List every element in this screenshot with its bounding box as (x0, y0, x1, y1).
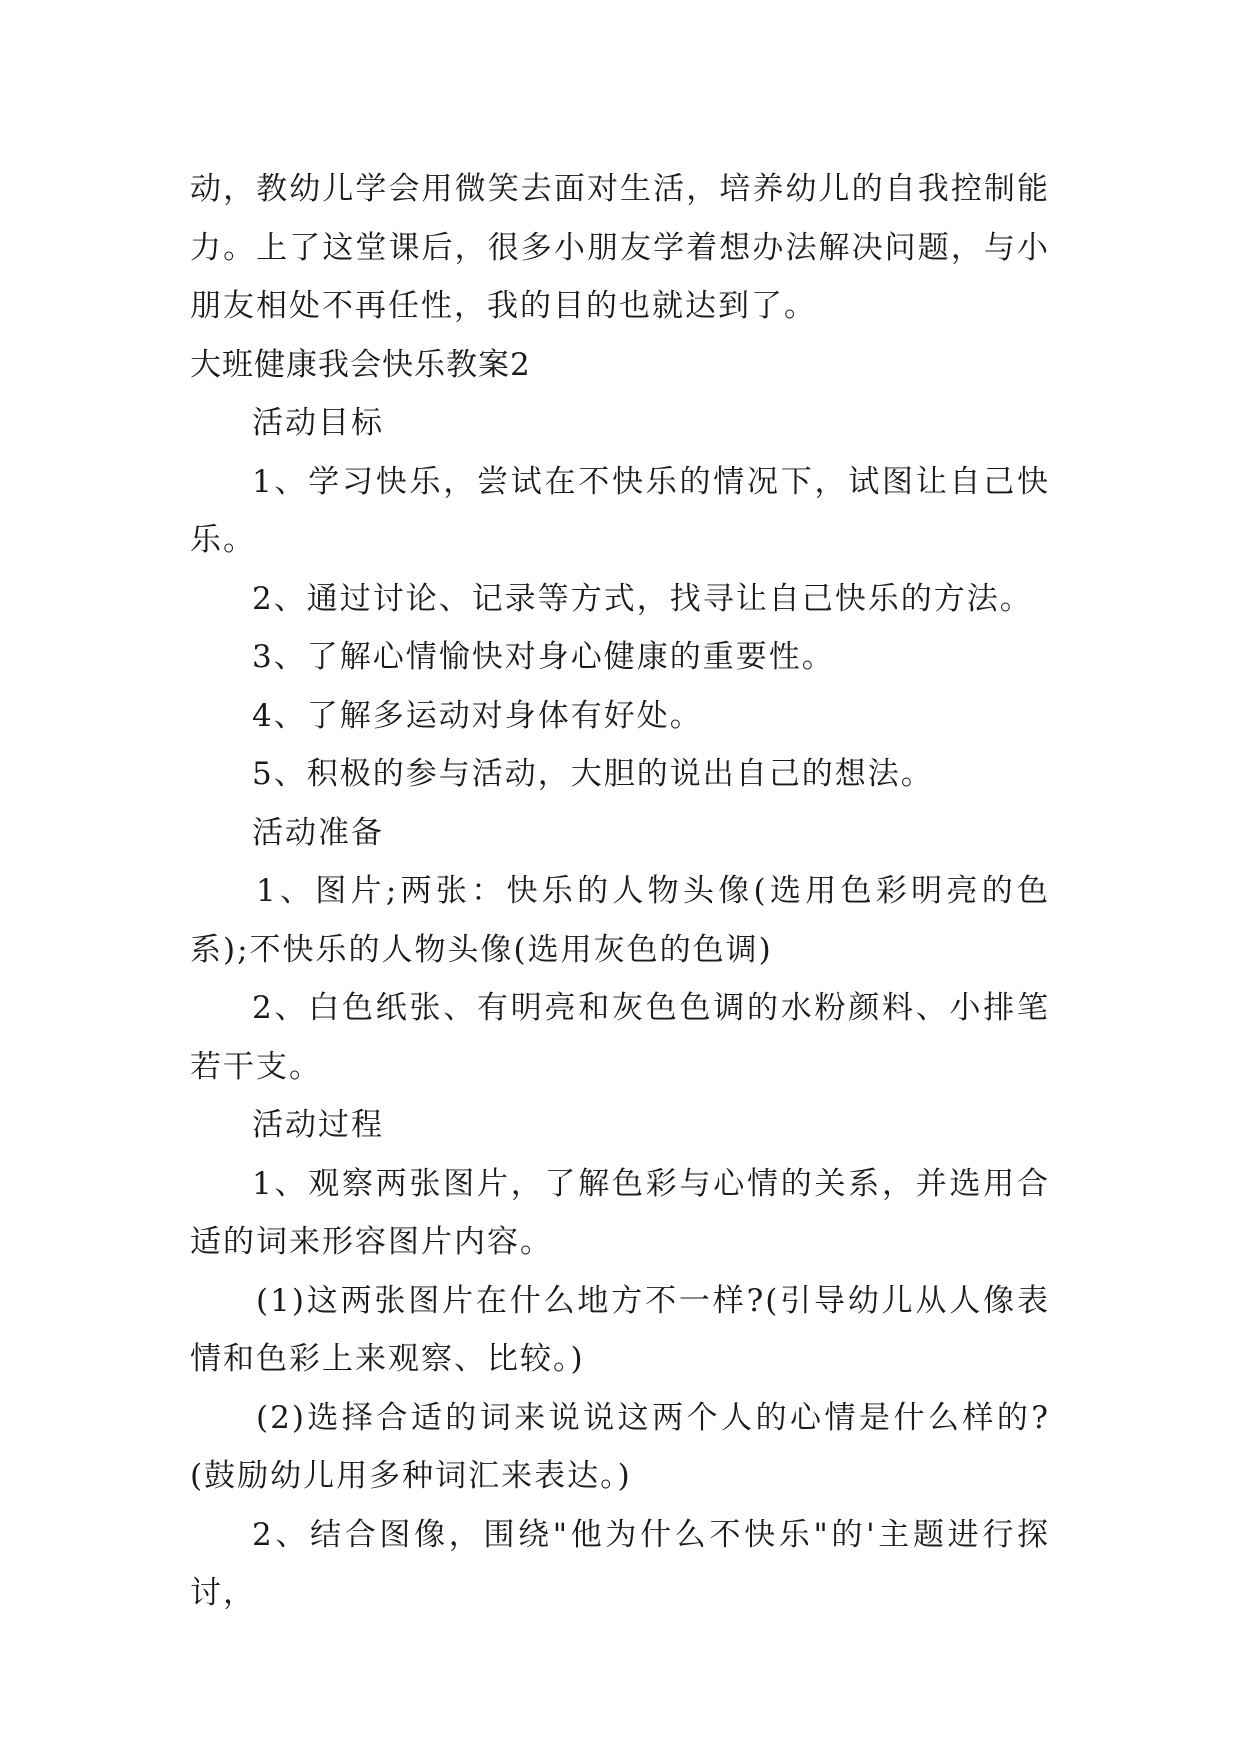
goal-item-1: 1、学习快乐，尝试在不快乐的情况下，试图让自己快乐。 (190, 463, 1050, 558)
heading-activity-process: 活动过程 (252, 1107, 384, 1143)
preparation-item-2: 2、白色纸张、有明亮和灰色色调的水粉颜料、小排笔若干支。 (190, 990, 1050, 1085)
process-substep-2: (2)选择合适的词来说说这两个人的心情是什么样的?(鼓励幼儿用多种词汇来表达。) (190, 1399, 1050, 1494)
process-step-1: 1、观察两张图片，了解色彩与心情的关系，并选用合适的词来形容图片内容。 (190, 1165, 1050, 1260)
process-step-2: 2、结合图像，围绕"他为什么不快乐"的'主题进行探讨， (190, 1516, 1050, 1611)
document-body (190, 160, 1050, 1623)
process-substep-1: (1)这两张图片在什么地方不一样?(引导幼儿从人像表情和色彩上来观察、比较。) (190, 1282, 1050, 1377)
paragraph-continuation: 动，教幼儿学会用微笑去面对生活，培养幼儿的自我控制能力。上了这堂课后，很多小朋友学着想办法解决问题，与小朋友相处不再任性，我的目的也就达到了。 (190, 171, 1050, 324)
preparation-item-1: 1、图片;两张：快乐的人物头像(选用色彩明亮的色系);不快乐的人物头像(选用灰色的色调) (190, 873, 1050, 968)
goal-item-4: 4、了解多运动对身体有好处。 (252, 697, 703, 734)
goal-item-3: 3、了解心情愉快对身心健康的重要性。 (252, 639, 835, 675)
goal-item-2: 2、通过讨论、记录等方式，找寻让自己快乐的方法。 (252, 580, 1033, 617)
heading-activity-goals: 活动目标 (252, 405, 384, 441)
heading-activity-preparation: 活动准备 (252, 814, 384, 851)
section-title: 大班健康我会快乐教案2 (190, 346, 531, 383)
goal-item-5: 5、积极的参与活动，大胆的说出自己的想法。 (252, 756, 934, 792)
